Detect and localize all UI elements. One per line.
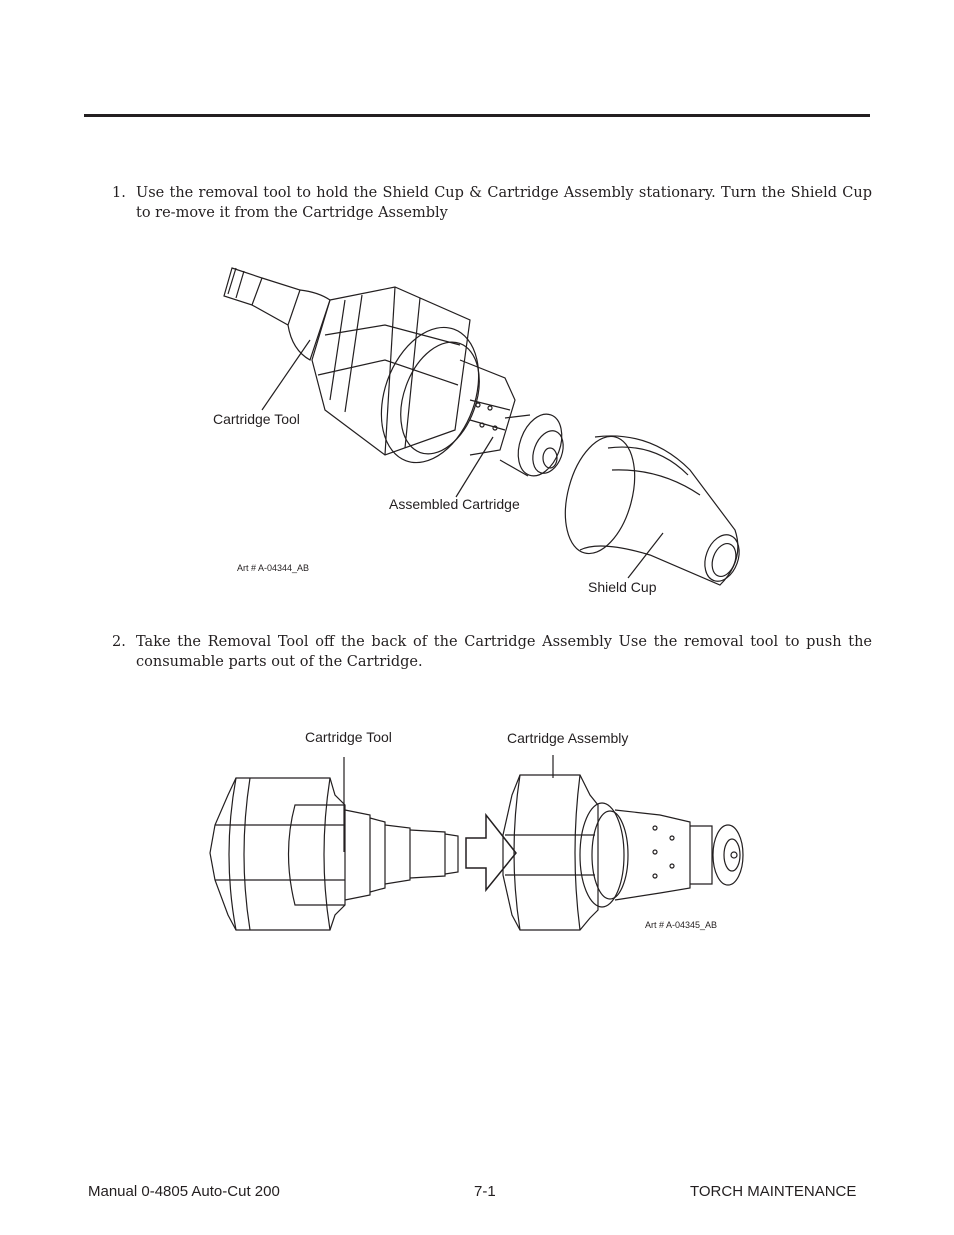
label-cartridge-assembly: Cartridge Assembly: [507, 730, 629, 746]
step-1-text: Use the removal tool to hold the Shield Cup & Cartridge Assembly stationary. Turn the Shield Cup to re-move it from the Cartridge Assembly: [136, 185, 872, 221]
label-assembled-cartridge: Assembled Cartridge: [389, 496, 520, 512]
step-2-number: 2.: [112, 634, 126, 650]
cartridge-assembly-drawing: [503, 775, 743, 930]
cartridge-tool-drawing-2: [210, 778, 458, 930]
art-number-2: Art # A-04345_AB: [645, 920, 718, 930]
footer-section: TORCH MAINTENANCE: [690, 1183, 857, 1200]
label-cartridge-tool-2: Cartridge Tool: [305, 729, 392, 745]
footer-manual: Manual 0-4805 Auto-Cut 200: [88, 1183, 280, 1200]
art-number-1: Art # A-04344_AB: [237, 563, 310, 573]
footer-page-number: 7-1: [474, 1183, 496, 1200]
step-2-text: Take the Removal Tool off the back of the Cartridge Assembly Use the removal tool to push the consumable parts out of the Cartridge.: [136, 634, 872, 670]
figure-2-leader-lines: [344, 755, 553, 852]
label-shield-cup: Shield Cup: [588, 579, 657, 595]
arrow-drawing: [466, 815, 516, 890]
label-cartridge-tool-1: Cartridge Tool: [213, 411, 300, 427]
step-1-number: 1.: [112, 185, 126, 201]
